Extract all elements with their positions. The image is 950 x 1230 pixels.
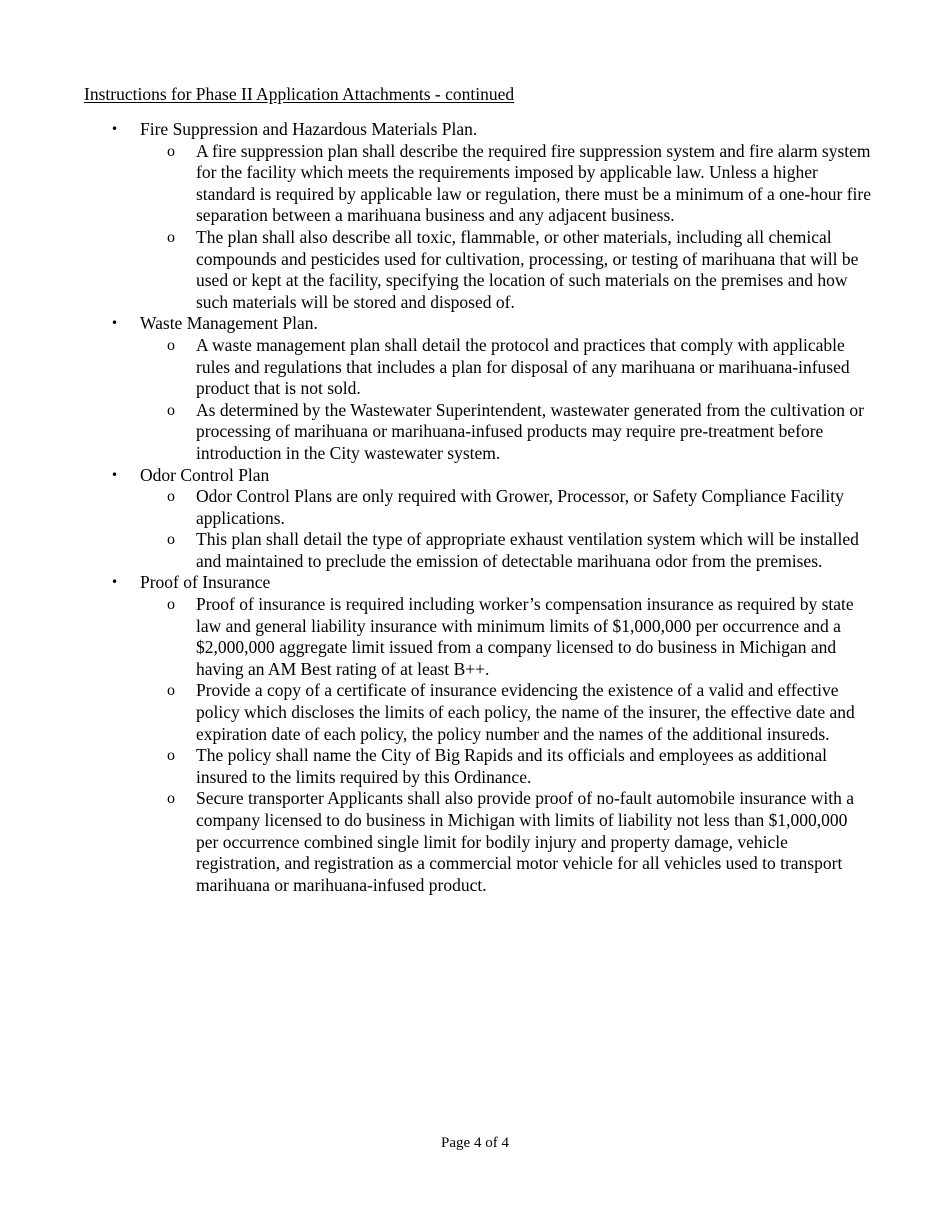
list-item bbox=[84, 680, 874, 745]
section-title: Fire Suppression and Hazardous Materials Plan. bbox=[140, 119, 478, 139]
list-item-text: Provide a copy of a certificate of insurance evidencing the existence of a valid and effective policy which discloses the limits of each policy, the name of the insurer, the effective date and expiration date of each policy, the policy number and the names of the additional insureds. bbox=[196, 680, 855, 744]
section-proof-of-insurance bbox=[84, 572, 874, 896]
list-item bbox=[84, 335, 874, 400]
instructions-list bbox=[84, 119, 874, 896]
bullet-icon: • bbox=[111, 122, 119, 136]
list-item bbox=[84, 400, 874, 465]
list-item-text: Secure transporter Applicants shall also provide proof of no-fault automobile insurance with a company licensed to do business in Michigan with limits of liability not less than $1,000,000 per occurrence combined single limit for bodily injury and property damage, vehicle registration, and registration as a commercial motor vehicle for all vehicles used to transport marihuana or marihuana-infused product. bbox=[196, 788, 855, 895]
page-heading: Instructions for Phase II Application Attachments - continued bbox=[84, 84, 515, 104]
list-item-text: This plan shall detail the type of appropriate exhaust ventilation system which will be installed and maintained to preclude the emission of detectable marihuana odor from the premises. bbox=[196, 529, 859, 571]
sub-bullet-icon: o bbox=[167, 488, 175, 506]
list-item bbox=[84, 788, 874, 896]
section-title-row bbox=[84, 119, 874, 141]
list-item bbox=[84, 141, 874, 227]
bullet-icon: • bbox=[111, 467, 119, 482]
list-item-text: Odor Control Plans are only required with Grower, Processor, or Safety Compliance Facility applications. bbox=[196, 486, 844, 528]
list-item bbox=[84, 529, 874, 572]
section-title-row bbox=[84, 313, 874, 335]
sub-bullet-icon: o bbox=[167, 531, 175, 549]
sub-bullet-icon: o bbox=[167, 682, 175, 700]
list-item bbox=[84, 745, 874, 788]
list-item bbox=[84, 486, 874, 529]
bullet-icon: • bbox=[111, 575, 119, 590]
sub-bullet-icon: o bbox=[167, 336, 175, 354]
list-item bbox=[84, 594, 874, 680]
sub-bullet-icon: o bbox=[167, 401, 175, 419]
section-title: Odor Control Plan bbox=[140, 464, 270, 485]
sub-bullet-icon: o bbox=[167, 790, 175, 808]
page-number: Page 4 of 4 bbox=[441, 1135, 509, 1151]
sub-bullet-icon: o bbox=[167, 596, 175, 614]
section-fire-suppression bbox=[84, 119, 874, 313]
section-title: Proof of Insurance bbox=[140, 572, 271, 593]
sub-bullet-icon: o bbox=[167, 228, 175, 246]
sub-bullet-icon: o bbox=[167, 747, 175, 765]
list-item bbox=[84, 227, 874, 313]
list-item-text: The policy shall name the City of Big Rapids and its officials and employees as additional insured to the limits required by this Ordinance. bbox=[196, 745, 828, 787]
list-item-text: A fire suppression plan shall describe the required fire suppression system and fire alarm system for the facility which meets the requirements imposed by applicable law. Unless a higher standard is required by applicable law or regulation, there must be a minimum of a one-hour fire separation between a marihuana business and any adjacent business. bbox=[196, 140, 871, 226]
list-item-text: A waste management plan shall detail the protocol and practices that comply with applicable rules and regulations that includes a plan for disposal of any marihuana or marihuana-infused product that is not sold. bbox=[196, 334, 850, 399]
section-title: Waste Management Plan. bbox=[140, 313, 318, 334]
list-item-text: Proof of insurance is required including worker’s compensation insurance as required by state law and general liability insurance with minimum limits of $1,000,000 per occurrence and a $2,000,000 aggregate limit issued from a company licensed to do business in Michigan and having an AM Best rating of at least B++. bbox=[196, 594, 854, 679]
section-waste-management bbox=[84, 313, 874, 464]
section-odor-control bbox=[84, 465, 874, 573]
sub-bullet-icon: o bbox=[167, 142, 175, 160]
section-title-row bbox=[84, 465, 874, 487]
bullet-icon: • bbox=[111, 316, 119, 331]
section-title-row bbox=[84, 572, 874, 594]
list-item-text: As determined by the Wastewater Superintendent, wastewater generated from the cultivation or processing of marihuana or marihuana-infused products may require pre-treatment before introduction in the City wastewater system. bbox=[196, 399, 864, 463]
list-item-text: The plan shall also describe all toxic, flammable, or other materials, including all chemical compounds and pesticides used for cultivation, processing, or testing of marihuana that will be used or kept at the facility, specifying the location of such materials on the premises and how such materials will be stored and disposed of. bbox=[196, 226, 859, 312]
